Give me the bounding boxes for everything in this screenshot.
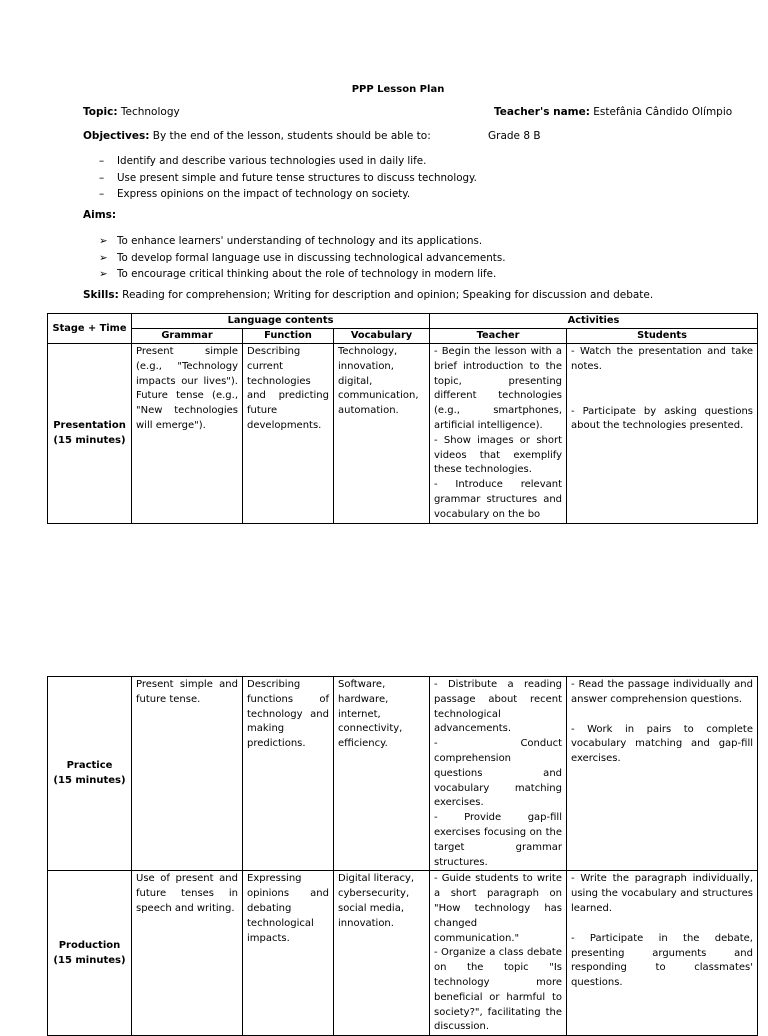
grammar-cell: Present simple (e.g., "Technology impacts our lives"). Future tense (e.g., "New technologies will emerge"). <box>132 344 243 524</box>
stage-time: (15 minutes) <box>53 434 126 446</box>
stage-time-header: Stage + Time <box>48 314 132 344</box>
arrow-bullet-icon: ➢ <box>99 235 108 247</box>
teacher-line <box>494 106 732 118</box>
function-cell: Describing current technologies and predicting future developments. <box>243 344 334 524</box>
stage-cell <box>48 344 132 524</box>
topic-line <box>83 106 180 118</box>
grammar-cell: Present simple and future tense. <box>132 677 243 871</box>
stage-name: Practice <box>66 760 113 772</box>
students-cell: - Watch the presentation and take notes. - Participate by asking questions about the technologies presented. <box>567 344 758 524</box>
teacher-name: Estefânia Cândido Olímpio <box>593 106 733 118</box>
topic-value: Technology <box>120 106 180 118</box>
teacher-header: Teacher <box>430 329 567 344</box>
function-header: Function <box>243 329 334 344</box>
students-header: Students <box>567 329 758 344</box>
activities-header: Activities <box>430 314 758 329</box>
dash-marker: – <box>99 188 105 200</box>
stage-name: Production <box>58 939 121 951</box>
table-row <box>48 677 758 871</box>
stage-time: (15 minutes) <box>53 775 126 787</box>
lesson-table-part-2 <box>47 676 758 1036</box>
grammar-header: Grammar <box>132 329 243 344</box>
list-item: ➢ To develop formal language use in discussing technological advancements. <box>99 250 505 267</box>
list-item: – Express opinions on the impact of technology on society. <box>99 186 477 203</box>
dash-marker: – <box>99 171 105 184</box>
arrow-bullet-icon: ➢ <box>99 268 108 280</box>
vocabulary-cell: Software, hardware, internet, connectivity, efficiency. <box>334 677 430 871</box>
topic-label: Topic: <box>83 106 118 118</box>
list-item: – Use present simple and future tense structures to discuss technology. <box>99 170 477 187</box>
teacher-cell: - Begin the lesson with a brief introduction to the topic, presenting different technologies (e.g., smartphones, artificial intelligence). - Show images or short videos that exemplify these technologies. - Introduce relevant grammar structures and vocabulary on the bo <box>430 344 567 524</box>
objectives-label: Objectives: <box>83 130 150 142</box>
objectives-intro: By the end of the lesson, students should be able to: <box>152 130 431 142</box>
vocabulary-header: Vocabulary <box>334 329 430 344</box>
list-item: ➢ To enhance learners' understanding of technology and its applications. <box>99 233 505 250</box>
table-row <box>48 871 758 1036</box>
function-cell: Describing functions of technology and making predictions. <box>243 677 334 871</box>
vocabulary-cell: Technology, innovation, digital, communication, automation. <box>334 344 430 524</box>
skills-label: Skills: <box>83 289 119 301</box>
skills-line <box>83 289 653 301</box>
language-contents-header: Language contents <box>132 314 430 329</box>
table-row <box>48 344 758 524</box>
stage-cell <box>48 677 132 871</box>
list-item: ➢ To encourage critical thinking about the role of technology in modern life. <box>99 266 505 283</box>
stage-name: Presentation <box>53 419 126 431</box>
teacher-label: Teacher's name: <box>494 106 590 118</box>
teacher-cell: - Guide students to write a short paragraph on "How technology has changed communication." - Organize a class debate on the topic "Is technology more beneficial or harmful to society?", facilitating the discussion. <box>430 871 567 1036</box>
aims-list <box>99 233 505 283</box>
students-cell: - Read the passage individually and answer comprehension questions. - Work in pairs to complete vocabulary matching and gap-fill exercises. <box>567 677 758 871</box>
grammar-cell: Use of present and future tenses in speech and writing. <box>132 871 243 1036</box>
vocabulary-cell: Digital literacy, cybersecurity, social media, innovation. <box>334 871 430 1036</box>
grade-label: Grade 8 B <box>488 130 541 142</box>
page-title: PPP Lesson Plan <box>351 84 445 95</box>
teacher-cell: - Distribute a reading passage about recent technological advancements. - Conduct comprehension questions and vocabulary matching exercises. - Provide gap-fill exercises focusing on the target grammar structures. <box>430 677 567 871</box>
function-cell: Expressing opinions and debating technological impacts. <box>243 871 334 1036</box>
objectives-line <box>83 130 431 142</box>
objectives-list <box>99 153 477 203</box>
lesson-table-part-1 <box>47 313 758 524</box>
list-item: – Identify and describe various technologies used in daily life. <box>99 153 477 170</box>
dash-marker: – <box>99 155 105 167</box>
stage-time: (15 minutes) <box>53 954 126 966</box>
students-cell: - Write the paragraph individually, using the vocabulary and structures learned. - Participate in the debate, presenting arguments and responding to classmates' questions. <box>567 871 758 1036</box>
stage-cell <box>48 871 132 1036</box>
aims-heading: Aims: <box>83 209 117 221</box>
arrow-bullet-icon: ➢ <box>99 251 108 264</box>
skills-value: Reading for comprehension; Writing for description and opinion; Speaking for discussion and debate. <box>122 289 654 301</box>
